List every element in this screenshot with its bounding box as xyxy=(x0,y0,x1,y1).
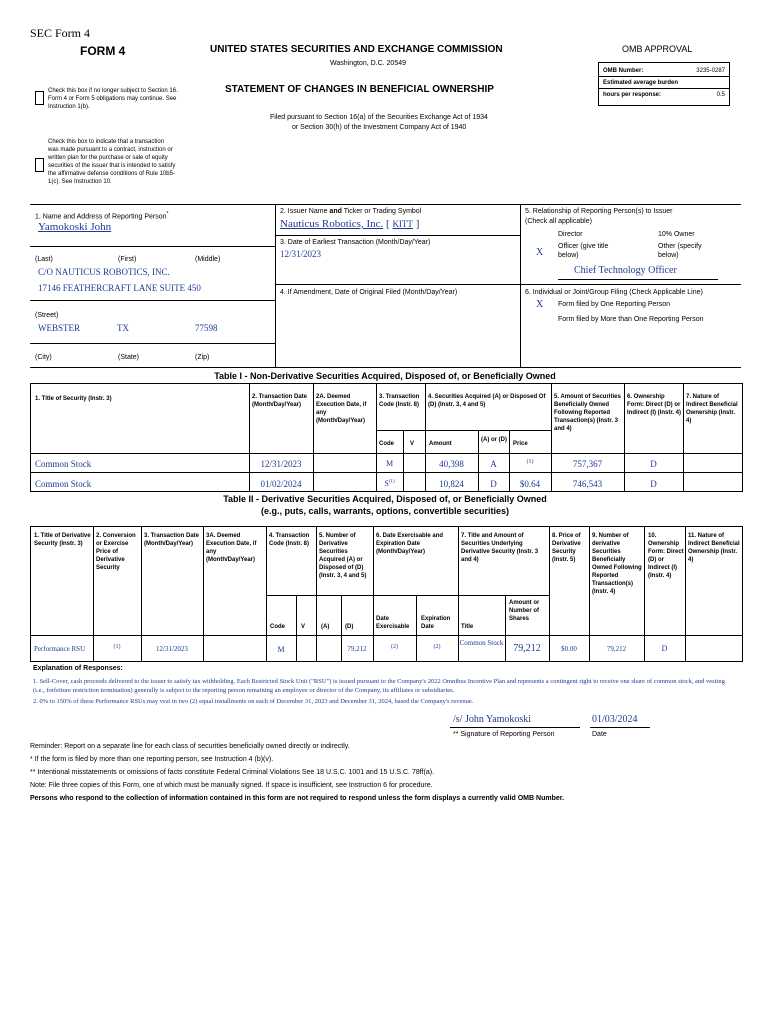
t2-row-owned: 79,212 xyxy=(606,645,627,653)
t1-row2-owned: 746,543 xyxy=(572,479,603,489)
zip-label: (Zip) xyxy=(195,354,210,361)
t2-h11: 11. Nature of Indirect Beneficial Ownership (Instr. 4) xyxy=(688,533,740,563)
table1-title: Table I - Non-Derivative Securities Acquired, Disposed of, or Beneficially Owned xyxy=(214,371,556,381)
t1-row2-code: $S^{(1)}$ xyxy=(384,479,395,488)
t2-h10: 10. Ownership Form: Direct (D) or Indirect (I) (Instr. 4) xyxy=(648,533,684,579)
table1 xyxy=(30,383,743,492)
t2-h3: 3. Transaction Date (Month/Day/Year) xyxy=(144,533,200,547)
amendment-label: 4. If Amendment, Date of Original Filed (Month/Day/Year) xyxy=(280,289,458,296)
t2-row-price: $0.00 xyxy=(561,645,577,653)
reporting-person-label: 1. Name and Address of Reporting Person* xyxy=(35,211,169,221)
table2-subtitle: (e.g., puts, calls, warrants, options, convertible securities) xyxy=(260,506,510,516)
other-label: Other (specify below) xyxy=(658,243,702,259)
t2-h9: 9. Number of derivative Securities Beneficially Owned Following Reported Transaction(s) (Instr. 4) xyxy=(592,533,642,595)
t2-d: (D) xyxy=(345,624,354,630)
t1-row2-price: $0.64 xyxy=(519,479,541,489)
signature-date-label: Date xyxy=(592,731,607,738)
t1-row2-title: Common Stock xyxy=(35,479,92,489)
t2-row-exp: (2) xyxy=(433,644,441,650)
t1-row2-date: 01/02/2024 xyxy=(260,479,302,489)
t2-amt-shares: Amount or Number of Shares xyxy=(509,600,540,622)
officer-label: Officer (give title below) xyxy=(558,243,609,259)
table2 xyxy=(30,526,743,662)
t2-a: (A) xyxy=(321,624,330,630)
filed-line-2: or Section 30(h) of the Investment Company Act of 1940 xyxy=(292,124,467,131)
t1-row1-code: M xyxy=(385,459,394,468)
t1-amount: Amount xyxy=(429,441,452,447)
t2-exp: Expiration Date xyxy=(421,616,451,630)
issuer-label: 2. Issuer Name and Ticker or Trading Symbol xyxy=(280,208,422,215)
state-value: TX xyxy=(117,323,129,333)
t2-h3a: 3A. Deemed Execution Date, if any (Month/Day/Year) xyxy=(206,533,257,563)
earliest-date-value: 12/31/2023 xyxy=(280,249,322,259)
state-label: (State) xyxy=(118,354,140,361)
t1-h1: 1. Title of Security (Instr. 3) xyxy=(35,396,112,402)
t1-row1-ad: A xyxy=(490,459,497,469)
t2-code: Code xyxy=(270,624,285,630)
middle-label: (Middle) xyxy=(195,256,221,263)
t2-h8: 8. Price of Derivative Security (Instr. 5) xyxy=(552,533,581,563)
t1-price: Price xyxy=(513,441,528,447)
filed-line-1: Filed pursuant to Section 16(a) of the Securities Exchange Act of 1934 xyxy=(270,114,488,121)
address-line-2: 17146 FEATHERCRAFT LANE SUITE 450 xyxy=(38,283,201,293)
section16-text: Check this box if no longer subject to Section 16. Form 4 or Form 5 obligations may continue. See Instruction 1(b). xyxy=(48,88,178,110)
officer-x: X xyxy=(536,247,544,258)
form-title: FORM 4 xyxy=(80,44,126,58)
t2-row-code: M xyxy=(277,645,285,654)
t1-row2-form: D xyxy=(650,479,657,489)
explanation-2: 2. 0% to 150% of these Performance RSUs may vest in two (2) equal installments on each of December 31, 2023 and December 31, 2024, based the Company's revenue. xyxy=(33,698,474,705)
omb-number-label: OMB Number: xyxy=(603,68,644,74)
ticker-link[interactable]: KITT xyxy=(392,219,413,229)
officer-title: Chief Technology Officer xyxy=(574,265,677,276)
t1-v: V xyxy=(410,441,415,447)
footer-star: * If the form is filed by more than one reporting person, see Instruction 4 (b)(v). xyxy=(30,756,274,763)
omb-title: OMB APPROVAL xyxy=(622,44,693,54)
t1-row1-price: (1) xyxy=(526,459,534,465)
t2-row-form: D xyxy=(661,644,668,653)
ten-owner-label: 10% Owner xyxy=(658,231,695,238)
filing-more: Form filed by More than One Reporting Person xyxy=(558,316,704,323)
t2-row-dex: (2) xyxy=(391,644,398,650)
city-value: WEBSTER xyxy=(38,323,80,333)
address-line-1: C/O NAUTICUS ROBOTICS, INC. xyxy=(38,267,170,277)
signature-date: 01/03/2024 xyxy=(592,714,638,725)
earliest-date-label: 3. Date of Earliest Transaction (Month/Day/Year) xyxy=(280,239,431,246)
issuer-name-link[interactable]: Nauticus Robotics, Inc. xyxy=(280,218,384,230)
omb-box xyxy=(598,62,730,106)
t2-h5: 5. Number of Derivative Securities Acquired (A) or Disposed of (D) (Instr. 3, 4 and 5) xyxy=(319,533,367,579)
signature-label: ** Signature of Reporting Person xyxy=(453,731,555,738)
t2-row-date: 12/31/2023 xyxy=(156,645,188,653)
t2-h4: 4. Transaction Code (Instr. 8) xyxy=(269,533,310,547)
agency-title: UNITED STATES SECURITIES AND EXCHANGE COMMISSION xyxy=(210,44,503,55)
t1-row1-date: 12/31/2023 xyxy=(260,459,302,469)
section16-checkbox[interactable] xyxy=(35,91,44,105)
t1-h4: 4. Securities Acquired (A) or Disposed Of (D) (Instr. 3, 4 and 5) xyxy=(428,394,546,408)
rule10b5-checkbox[interactable] xyxy=(35,158,44,172)
table2-title: Table II - Derivative Securities Acquired, Disposed of, or Beneficially Owned xyxy=(223,494,547,504)
sec-form-label: SEC Form 4 xyxy=(30,26,91,40)
t1-h7: 7. Nature of Indirect Beneficial Ownership (Instr. 4) xyxy=(686,394,738,424)
t2-row-d: 79,212 xyxy=(347,645,367,653)
t2-h2: 2. Conversion or Exercise Price of Derivative Security xyxy=(96,533,136,571)
filing-one: Form filed by One Reporting Person xyxy=(558,301,671,308)
t1-row1-owned: 757,367 xyxy=(572,459,603,469)
t1-row2-ad: D xyxy=(490,479,497,489)
t1-row1-title: Common Stock xyxy=(35,459,92,469)
footer-misstatements: ** Intentional misstatements or omissions of facts constitute Federal Criminal Violations See 18 U.S.C. 1001 and 15 U.S.C. 78ff(a). xyxy=(30,769,434,776)
relationship-sub: (Check all applicable) xyxy=(525,218,592,225)
t2-date-ex: Date Exercisable xyxy=(376,616,410,630)
signature-value: /s/ John Yamokoski xyxy=(453,714,532,725)
t1-h6: 6. Ownership Form: Direct (D) or Indirect (I) (Instr. 4) xyxy=(627,394,682,416)
t2-row-shares: 79,212 xyxy=(513,643,541,654)
filing-label: 6. Individual or Joint/Group Filing (Check Applicable Line) xyxy=(525,289,703,296)
t1-code: Code xyxy=(379,441,394,447)
t1-h2: 2. Transaction Date (Month/Day/Year) xyxy=(252,394,308,408)
issuer-name-line: Nauticus Robotics, Inc. [ KITT ] xyxy=(280,218,420,230)
first-label: (First) xyxy=(118,256,137,263)
t2-h6: 6. Date Exercisable and Expiration Date (Month/Day/Year) xyxy=(376,533,444,555)
t2-h7: 7. Title and Amount of Securities Underlying Derivative Security (Instr. 3 and 4) xyxy=(461,533,539,563)
agency-city: Washington, D.C. 20549 xyxy=(330,60,407,67)
t2-h1: 1. Title of Derivative Security (Instr. 3) xyxy=(34,533,91,547)
t1-row2-amount: 10,824 xyxy=(439,479,464,489)
statement-title: STATEMENT OF CHANGES IN BENEFICIAL OWNERSHIP xyxy=(225,84,494,95)
omb-burden-label: Estimated average burden xyxy=(603,80,679,86)
footer-omb: Persons who respond to the collection of information contained in this form are not required to respond unless the form displays a currently valid OMB Number. xyxy=(30,795,565,802)
t1-row1-form: D xyxy=(650,459,657,469)
footer-reminder: Reminder: Report on a separate line for each class of securities beneficially owned directly or indirectly. xyxy=(30,743,350,750)
t1-h3: 3. Transaction Code (Instr. 8) xyxy=(379,394,420,408)
t2-v: V xyxy=(301,624,306,630)
t1-h2a: 2A. Deemed Execution Date, if any (Month/Day/Year) xyxy=(316,394,367,424)
footer-note: Note: File three copies of this Form, one of which must be manually signed. If space is insufficient, see Instruction 6 for procedure. xyxy=(30,782,433,789)
director-label: Director xyxy=(558,231,583,238)
reporting-person-name[interactable]: Yamokoski John xyxy=(38,221,112,233)
omb-number: 3235-0287 xyxy=(696,68,725,74)
street-label: (Street) xyxy=(35,312,59,319)
t2-title: Title xyxy=(461,624,474,630)
t2-row-conv: (1) xyxy=(113,644,121,650)
relationship-label: 5. Relationship of Reporting Person(s) to Issuer xyxy=(525,208,673,215)
t1-h5: 5. Amount of Securities Beneficially Owned Following Reported Transaction(s) (Instr. 3 and 4) xyxy=(554,394,621,432)
t1-aord: (A) or (D) xyxy=(481,437,507,443)
filing-x: X xyxy=(536,299,544,310)
omb-hours: 0.5 xyxy=(716,92,725,98)
last-label: (Last) xyxy=(35,256,53,263)
omb-hours-label: hours per response: xyxy=(603,92,662,98)
rule10b5-text: Check this box to indicate that a transaction was made pursuant to a contract, instruction or written plan for the purchase or sale of equity securities of the issuer that is intended to satisfy the affirmative defense conditions of Rule 10b5-1(c). See Instruction 10. xyxy=(48,139,176,185)
t2-row-utitle: Common Stock xyxy=(459,639,504,647)
zip-value: 77598 xyxy=(195,323,218,333)
t1-row1-amount: 40,398 xyxy=(439,459,464,469)
t2-row-title: Performance RSU xyxy=(34,645,86,653)
explanation-title: Explanation of Responses: xyxy=(33,665,123,672)
explanation-1: 1. Sell-Cover, cash proceeds delivered to the issuer to satisfy tax withholding. Each Restricted Stock Unit ("RSU") is issued pursuant to the Company's 2022 Omnibus Incentive Plan and represents a contingent right to receive one share of common stock, and vesting (i.e., forfeiture restriction termination) generally is subject to the reporting person remaining an employee or director of the Company, its affiliates or subsidiaries. xyxy=(33,678,725,694)
city-label: (City) xyxy=(35,354,52,361)
